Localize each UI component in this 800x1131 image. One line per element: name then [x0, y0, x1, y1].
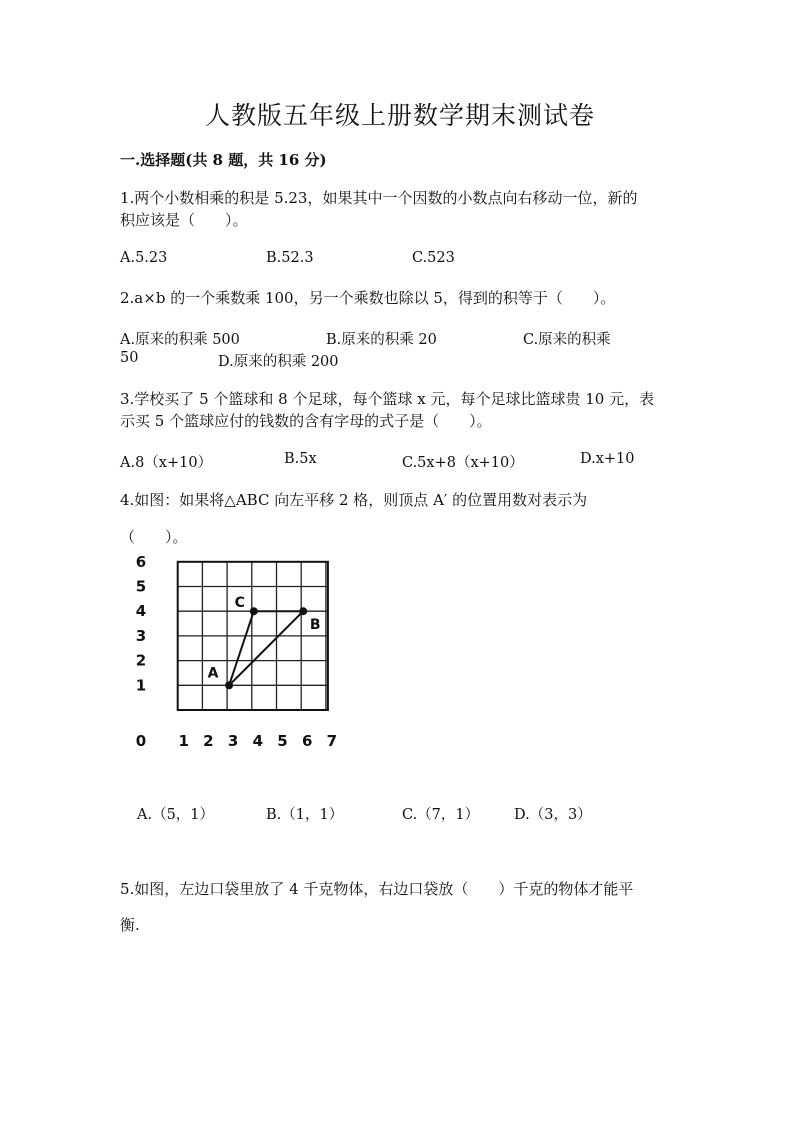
- question-2-option-b[interactable]: B.原来的积乘 20: [326, 332, 437, 348]
- question-3-option-b[interactable]: B.5x: [284, 451, 317, 467]
- question-1-option-c[interactable]: C.523: [412, 250, 455, 266]
- vertex-c: [250, 607, 258, 615]
- x-tick-label: 7: [326, 732, 338, 750]
- coordinate-grid-figure: [128, 552, 348, 760]
- vertex-b: [299, 607, 307, 615]
- vertex-label-a: A: [207, 665, 219, 682]
- question-2-option-a[interactable]: A.原来的积乘 500: [120, 332, 240, 348]
- y-tick-label: 3: [135, 626, 147, 645]
- question-5-line-2: 衡.: [120, 916, 140, 934]
- x-tick-label: 0: [135, 732, 147, 750]
- question-1-line-1: 1.两个小数相乘的积是 5.23，如果其中一个因数的小数点向右移动一位，新的: [120, 189, 638, 207]
- question-3-option-d[interactable]: D.x+10: [580, 451, 635, 467]
- x-tick-label: 6: [301, 732, 313, 750]
- question-1-line-2: 积应该是（ ）。: [120, 211, 248, 229]
- x-tick-label: 4: [252, 732, 264, 750]
- coordinate-grid-svg: [128, 552, 348, 760]
- question-2-option-d[interactable]: D.原来的积乘 200: [218, 354, 339, 370]
- question-3-line-1: 3.学校买了 5 个篮球和 8 个足球，每个篮球 x 元，每个足球比篮球贵 10 元，表: [120, 390, 655, 408]
- vertex-label-c: C: [234, 595, 245, 612]
- x-tick-label: 1: [178, 732, 189, 750]
- question-5-line-1: 5.如图，左边口袋里放了 4 千克物体，右边口袋放（ ）千克的物体才能平: [120, 880, 634, 898]
- x-tick-label: 5: [277, 732, 288, 750]
- question-4-option-a[interactable]: A.（5，1）: [137, 807, 215, 823]
- vertex-label-b: B: [309, 617, 321, 634]
- question-1-option-a[interactable]: A.5.23: [120, 250, 168, 266]
- question-2-option-c-continued: 50: [120, 350, 139, 366]
- question-3-option-a[interactable]: A.8（x+10）: [120, 455, 213, 471]
- section-heading: 一.选择题(共 8 题，共 16 分): [120, 151, 327, 169]
- question-4-line-2: （ ）。: [120, 528, 188, 546]
- question-3-line-2: 示买 5 个篮球应付的钱数的含有字母的式子是（ ）。: [120, 412, 492, 430]
- question-4-option-d[interactable]: D.（3，3）: [514, 807, 592, 823]
- question-4-option-c[interactable]: C.（7，1）: [402, 807, 480, 823]
- y-tick-label: 5: [135, 577, 147, 596]
- question-3-option-c[interactable]: C.5x+8（x+10）: [402, 455, 524, 471]
- vertex-a: [225, 681, 233, 689]
- question-1-option-b[interactable]: B.52.3: [266, 250, 314, 266]
- y-tick-label: 4: [135, 602, 147, 621]
- y-tick-label: 1: [135, 676, 147, 695]
- y-tick-label: 2: [135, 651, 147, 670]
- triangle-edge-ab: [229, 611, 303, 685]
- page-title: 人教版五年级上册数学期末测试卷: [204, 101, 595, 130]
- question-2-line-1: 2.a×b 的一个乘数乘 100，另一个乘数也除以 5，得到的积等于（ ）。: [120, 289, 616, 307]
- x-tick-label: 3: [227, 732, 239, 750]
- y-tick-label: 6: [135, 552, 147, 571]
- question-4-option-b[interactable]: B.（1，1）: [266, 807, 344, 823]
- question-4-line-1: 4.如图：如果将△ABC 向左平移 2 格，则顶点 A′ 的位置用数对表示为: [120, 491, 588, 509]
- question-2-option-c[interactable]: C.原来的积乘: [523, 332, 611, 348]
- x-tick-label: 2: [203, 732, 214, 750]
